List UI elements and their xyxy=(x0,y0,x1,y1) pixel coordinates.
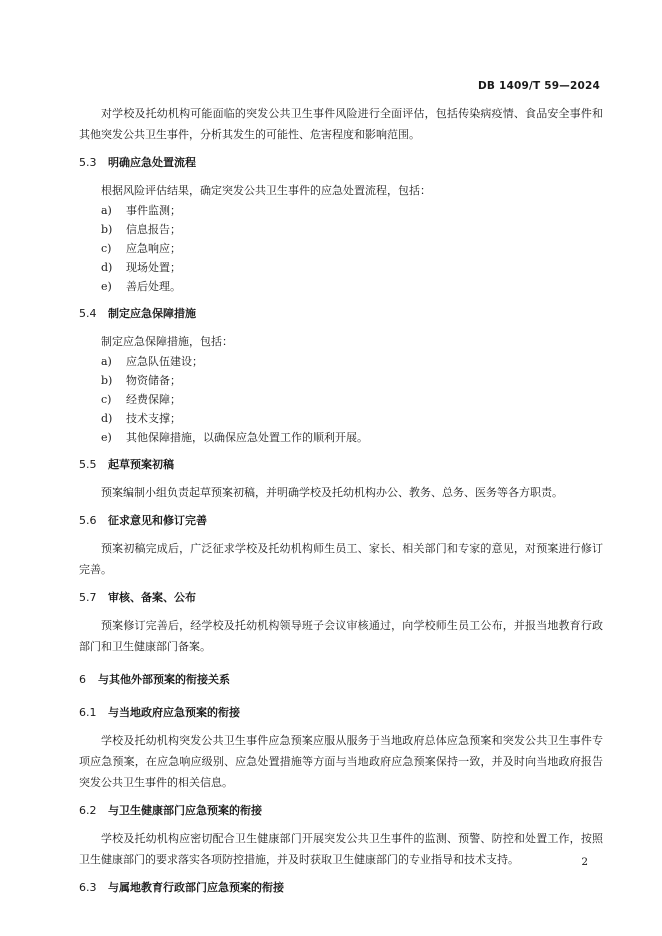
section-heading-5-5 xyxy=(79,454,603,475)
section-number: 6.1 xyxy=(79,706,97,719)
intro-paragraph: 对学校及托幼机构可能面临的突发公共卫生事件风险进行全面评估，包括传染病疫情、食品安全事件和其他突发公共卫生事件，分析其发生的可能性、危害程度和影响范围。 xyxy=(79,107,603,141)
list-item-label: e) xyxy=(101,280,112,293)
section-heading-5-3 xyxy=(79,152,603,173)
section-heading-5-7 xyxy=(79,587,603,608)
list-item-label: b) xyxy=(101,223,113,236)
list-item xyxy=(79,428,603,447)
section-number: 5.6 xyxy=(79,514,97,527)
section-number: 5.3 xyxy=(79,156,97,169)
list-item-text: 应急响应； xyxy=(126,242,181,255)
section-title: 与卫生健康部门应急预案的衔接 xyxy=(108,804,262,817)
section-5-4-lead: 制定应急保障措施，包括： xyxy=(101,335,233,348)
list-item-text: 经费保障； xyxy=(126,393,181,406)
list-item-text: 其他保障措施，以确保应急处置工作的顺利开展。 xyxy=(126,431,368,444)
section-5-6-body: 预案初稿完成后，广泛征求学校及托幼机构师生员工、家长、相关部门和专家的意见，对预案进行修订完善。 xyxy=(79,542,603,576)
list-item xyxy=(79,258,603,277)
section-number: 6.2 xyxy=(79,804,97,817)
section-title: 征求意见和修订完善 xyxy=(108,514,207,527)
section-number: 5.7 xyxy=(79,591,97,604)
section-5-7-body: 预案修订完善后，经学校及托幼机构领导班子会议审核通过，向学校师生员工公布，并报当地教育行政部门和卫生健康部门备案。 xyxy=(79,619,603,653)
list-item xyxy=(79,390,603,409)
list-item-text: 物资储备； xyxy=(126,374,181,387)
list-item-text: 事件监测； xyxy=(126,204,181,217)
section-heading-6-2 xyxy=(79,800,603,821)
list-item-text: 应急队伍建设； xyxy=(126,355,203,368)
list-item xyxy=(79,201,603,220)
chapter-heading-6 xyxy=(79,669,603,690)
section-title: 与属地教育行政部门应急预案的衔接 xyxy=(108,881,284,894)
list-item-text: 技术支撑； xyxy=(126,412,181,425)
list-item-text: 信息报告； xyxy=(126,223,181,236)
list-item-label: d) xyxy=(101,261,113,274)
list-item xyxy=(79,409,603,428)
section-heading-5-6 xyxy=(79,510,603,531)
section-title: 与当地政府应急预案的衔接 xyxy=(108,706,240,719)
page-number: 2 xyxy=(581,856,588,868)
page-content xyxy=(79,103,603,898)
section-heading-5-4 xyxy=(79,303,603,324)
section-title: 审核、备案、公布 xyxy=(108,591,196,604)
section-title: 明确应急处置流程 xyxy=(108,156,196,169)
list-item xyxy=(79,277,603,296)
list-item-text: 善后处理。 xyxy=(126,280,181,293)
list-item-label: d) xyxy=(101,412,113,425)
list-item-label: c) xyxy=(101,242,112,255)
section-number: 6.3 xyxy=(79,881,97,894)
list-item-label: a) xyxy=(101,204,112,217)
chapter-number: 6 xyxy=(79,673,86,686)
section-6-1-body: 学校及托幼机构突发公共卫生事件应急预案应服从服务于当地政府总体应急预案和突发公共卫生事件专项应急预案，在应急响应级别、应急处置措施等方面与当地政府应急预案保持一致，并及时向当地政府报告突发公共卫生事件的相关信息。 xyxy=(79,734,603,789)
list-item-label: e) xyxy=(101,431,112,444)
list-item-label: b) xyxy=(101,374,113,387)
section-6-2-body: 学校及托幼机构应密切配合卫生健康部门开展突发公共卫生事件的监测、预警、防控和处置工作，按照卫生健康部门的要求落实各项防控措施，并及时获取卫生健康部门的专业指导和技术支持。 xyxy=(79,832,603,866)
section-title: 制定应急保障措施 xyxy=(108,307,196,320)
list-item xyxy=(79,352,603,371)
list-item-text: 现场处置； xyxy=(126,261,181,274)
section-5-3-list xyxy=(79,201,603,296)
section-title: 起草预案初稿 xyxy=(108,458,174,471)
section-number: 5.5 xyxy=(79,458,97,471)
list-item xyxy=(79,220,603,239)
section-5-4-list xyxy=(79,352,603,447)
section-heading-6-3 xyxy=(79,877,603,898)
section-heading-6-1 xyxy=(79,702,603,723)
section-number: 5.4 xyxy=(79,307,97,320)
section-5-3-lead: 根据风险评估结果，确定突发公共卫生事件的应急处置流程，包括： xyxy=(101,184,431,197)
list-item-label: c) xyxy=(101,393,112,406)
list-item xyxy=(79,239,603,258)
list-item-label: a) xyxy=(101,355,112,368)
section-5-5-body: 预案编制小组负责起草预案初稿，并明确学校及托幼机构办公、教务、总务、医务等各方职责。 xyxy=(101,486,563,499)
list-item xyxy=(79,371,603,390)
chapter-title: 与其他外部预案的衔接关系 xyxy=(98,673,230,686)
document-code: DB 1409/T 59—2024 xyxy=(478,80,600,92)
